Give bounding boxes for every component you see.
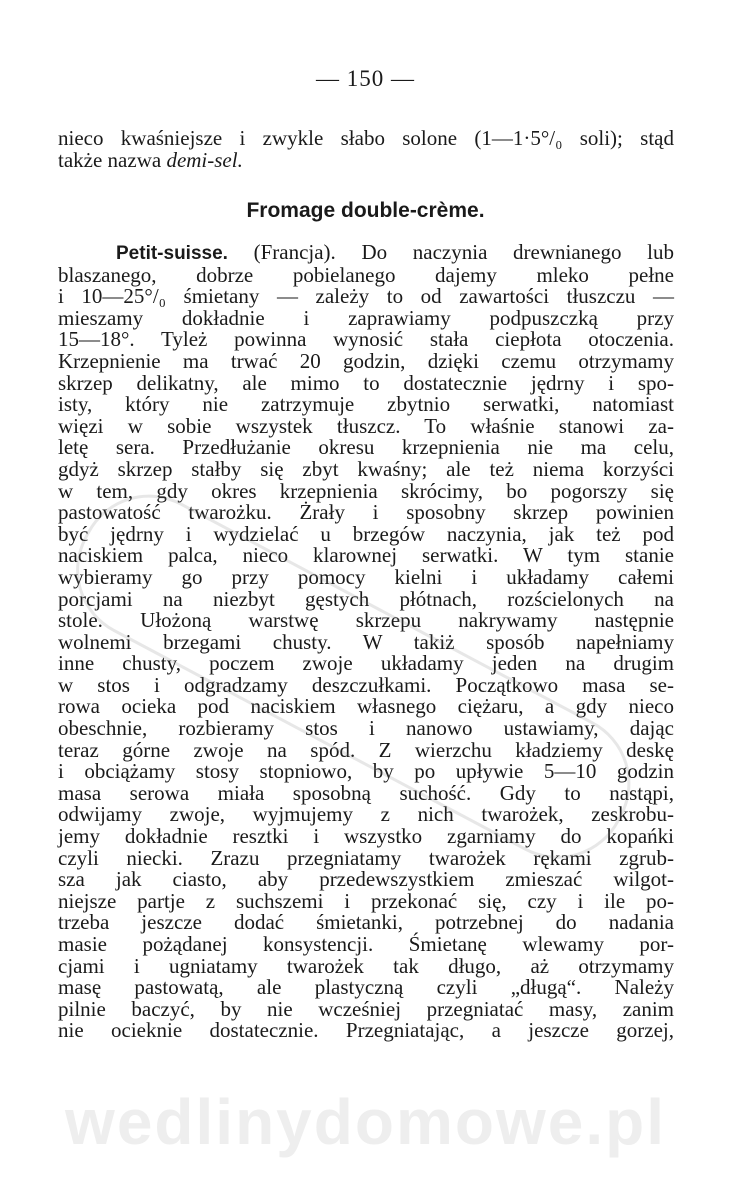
body-line: masie pożądanej konsystencji. Śmietanę wlewamy por- (58, 932, 674, 956)
body-line: wolnemi brzegami chusty. W takiż sposób napełniamy (58, 629, 674, 654)
body-paragraph (58, 242, 674, 1042)
body-line: pastowatość twarożku. Żrały i sposobny skrzep powinien (58, 500, 674, 525)
body-line: stole. Ułożoną warstwę skrzepu nakrywamy następnie (58, 608, 674, 633)
body-line: więzi w sobie wszystek tłuszcz. To właśnie stanowi za- (58, 413, 674, 438)
body-line: 15—18°. Tyleż powinna wynosić stała ciepłota otoczenia. (58, 327, 674, 352)
body-line: blaszanego, dobrze pobielanego dajemy mleko pełne (58, 262, 674, 287)
body-line: czyli niecki. Zrazu przegniatamy twarożek rękami zgrub- (58, 845, 674, 870)
body-line: i 10—25°/₀ śmietany — zależy to od zawartości tłuszczu — (58, 284, 674, 309)
page-number: — 150 — (316, 66, 415, 91)
body-line: teraz górne zwoje na spód. Z wierzchu kładziemy deskę (58, 737, 674, 762)
run-in-title: Petit-suisse. (116, 243, 228, 264)
body-line: isty, który nie zatrzymuje zbytnio serwatki, natomiast (58, 392, 674, 417)
body-line: być jędrny i wydzielać u brzegów naczynia, jak też pod (58, 521, 674, 546)
body-line: inne chusty, poczem zwoje układamy jeden na drugim (58, 651, 674, 676)
intro-paragraph (58, 128, 674, 171)
body-line: sza jak ciasto, aby przedewszystkiem zmieszać wilgot- (58, 867, 674, 892)
body-line: cjami i ugniatamy twarożek tak długo, aż otrzymamy (58, 953, 674, 978)
body-line: rowa ocieka pod naciskiem własnego ciężaru, a gdy nieco (58, 694, 674, 719)
body-line: jemy dokładnie resztki i wszystko zgarniamy do kopańki (58, 824, 674, 849)
body-line: skrzep delikatny, ale mimo to dostatecznie jędrny i spo- (58, 370, 674, 395)
body-line: gdyż skrzep stałby się zbyt kwaśny; ale też niema korzyści (58, 456, 674, 481)
body-line: pilnie baczyć, by nie wcześniej przegniatać masy, zanim (58, 996, 674, 1021)
intro-text: także nazwa (58, 147, 167, 172)
body-line: w tem, gdy okres krzepnienia skrócimy, bo pogorszy się (58, 478, 674, 503)
body-line: masa serowa miała sposobną suchość. Gdy to nastąpi, (58, 780, 674, 805)
body-line: masę pastowatą, ale plastyczną czyli „długą“. Należy (58, 975, 674, 1000)
intro-line (58, 147, 674, 172)
body-line: mieszamy dokładnie i zaprawiamy podpuszczką przy (58, 305, 674, 330)
body-line: porcjami na niezbyt gęstych płótnach, rozścielonych na (58, 586, 674, 611)
intro-italic-term: demi-sel. (166, 147, 243, 172)
intro-line: nieco kwaśniejsze i zwykle słabo solone (1—1·5°/₀ soli); stąd (58, 126, 674, 150)
section-heading: Fromage double-crème. (246, 199, 485, 222)
first-line-text: (Francja). Do naczynia drewnianego lub (227, 240, 674, 264)
body-line: obeschnie, rozbieramy stos i nanowo ustawiamy, dając (58, 716, 674, 741)
body-line: niejsze partje z suchszemi i przekonać się, czy i ile po- (58, 888, 674, 913)
body-line: wybieramy go przy pomocy kielni i układamy całemi (58, 564, 674, 589)
body-line: letę sera. Przedłużanie okresu krzepnienia nie ma celu, (58, 435, 674, 460)
body-line: Krzepnienie ma trwać 20 godzin, dzięki czemu otrzymamy (58, 348, 674, 373)
body-line: odwijamy zwoje, wyjmujemy z nich twarożek, zeskrobu- (58, 802, 674, 827)
watermark: wedlinydomowe.pl (65, 1086, 666, 1158)
body-line: nie ocieknie dostatecznie. Przegniatając, a jeszcze gorzej, (58, 1018, 674, 1043)
body-line: i obciążamy stosy stopniowo, by po upływie 5—10 godzin (58, 759, 674, 784)
body-line: naciskiem palca, nieco klarownej serwatki. W tym stanie (58, 543, 674, 568)
body-line: trzeba jeszcze dodać śmietanki, potrzebnej do nadania (58, 910, 674, 935)
body-first-line (58, 242, 674, 265)
body-line: w stos i odgradzamy deszczułkami. Początkowo masa se- (58, 672, 674, 697)
